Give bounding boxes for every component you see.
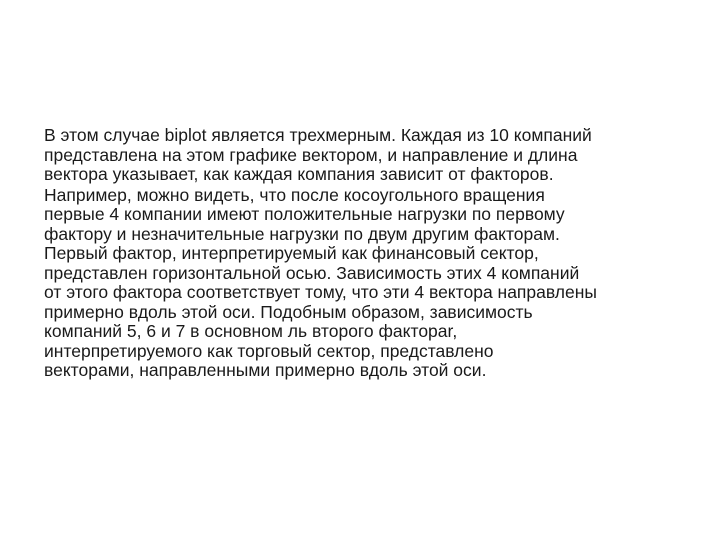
text-line: В этом случае biplot является трехмерным. Каждая из 10 компаний bbox=[44, 125, 592, 145]
paragraph-example bbox=[44, 186, 684, 381]
text-line: вектора указывает, как каждая компания зависит от факторов. bbox=[44, 164, 554, 184]
text-line: Например, можно видеть, что после косоугольного вращения bbox=[44, 184, 545, 205]
body-text bbox=[44, 126, 684, 381]
paragraph-biplot-intro bbox=[44, 126, 684, 185]
text-line: векторами, направленными примерно вдоль этой оси. bbox=[44, 360, 487, 380]
text-line: примерно вдоль этой оси. Подобным образом, зависимость bbox=[44, 301, 533, 322]
text-line: представлена на этом графике вектором, и направление и длина bbox=[44, 144, 578, 165]
text-line: представлен горизонтальной осью. Зависимость этих 4 компаний bbox=[44, 262, 580, 283]
text-line: первые 4 компании имеют положительные нагрузки по первому bbox=[44, 204, 565, 224]
text-line: интерпретируемого как торговый сектор, представлено bbox=[44, 340, 494, 361]
text-line: компаний 5, 6 и 7 в основном ль второго факторar, bbox=[44, 321, 458, 341]
text-line: фактору и незначительные нагрузки по двум другим факторам. bbox=[44, 223, 560, 244]
text-line: от этого фактора соответствует тому, что эти 4 вектора направлены bbox=[44, 282, 597, 302]
text-line: Первый фактор, интерпретируемый как финансовый сектор, bbox=[44, 243, 539, 263]
